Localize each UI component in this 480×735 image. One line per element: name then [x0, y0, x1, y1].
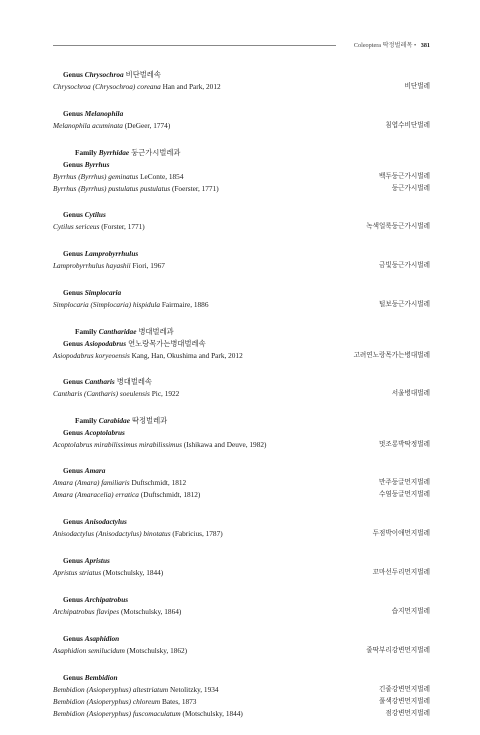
- species-name: Apristus striatus: [53, 568, 102, 577]
- species-name: Amara (Amara) familiaris: [53, 478, 130, 487]
- checklist-content: [53, 69, 430, 735]
- species-name: Byrrhus (Byrrhus) geminatus: [53, 172, 139, 181]
- genus-heading: [53, 209, 430, 221]
- species-korean-name: 만주둥글먼지벌레: [379, 479, 430, 486]
- taxon-name: Asaphidion: [84, 634, 120, 643]
- header-bullet: •: [414, 42, 417, 49]
- rank-label: Genus: [63, 556, 83, 565]
- species-entry: [53, 350, 430, 362]
- rank-label: Genus: [63, 70, 83, 79]
- genus-heading: [53, 338, 430, 350]
- family-heading: [53, 415, 430, 427]
- korean-name: 병대벌레속: [116, 377, 152, 386]
- species-author: (Motschulsky, 1864): [120, 607, 182, 616]
- genus-heading: [53, 672, 430, 684]
- genus-heading: [53, 633, 430, 645]
- species-korean-name: 긴줄강변먼지벌레: [379, 686, 430, 693]
- taxon-name: Archipatrobus: [84, 595, 129, 604]
- species-name: Bembidion (Asioperyphus) chloreum: [53, 697, 161, 706]
- species-name: Acoptolabrus mirabilissimus mirabilissimus: [53, 440, 182, 449]
- species-entry: [53, 171, 430, 183]
- species-name: Lamprobyrrhulus hayashii: [53, 261, 131, 270]
- species-author: (Motschulsky, 1862): [126, 646, 188, 655]
- header-text: [354, 40, 430, 49]
- species-author: LeConte, 1854: [140, 172, 184, 181]
- taxon-name: Chrysochroa: [84, 70, 124, 79]
- species-entry: [53, 684, 430, 696]
- species-entry: [53, 81, 430, 93]
- species-korean-name: 백두둥근가시벌레: [379, 173, 430, 180]
- taxon-name: Apristus: [84, 556, 110, 565]
- species-author: Fiori, 1967: [132, 261, 165, 270]
- species-entry: [53, 221, 430, 233]
- species-korean-name: 둥근가시벌레: [391, 185, 430, 192]
- species-name: Anisodactylus (Anisodactylus) binotatus: [53, 529, 171, 538]
- taxon-name: Melanophila: [84, 109, 124, 118]
- species-author: Duftschmidt, 1812: [131, 478, 187, 487]
- species-korean-name: 꼬마선두리먼지벌레: [372, 569, 430, 576]
- species-korean-name: 비단벌레: [404, 83, 430, 90]
- species-name: Melanophila acuminata: [53, 121, 123, 130]
- genus-heading: [53, 287, 430, 299]
- genus-heading: [53, 555, 430, 567]
- species-name: Cytilus sericeus: [53, 222, 100, 231]
- taxon-section: [53, 672, 430, 720]
- genus-heading: [53, 69, 430, 81]
- species-entry: [53, 567, 430, 579]
- genus-heading: [53, 248, 430, 260]
- genus-heading: [53, 159, 430, 171]
- taxon-name: Asiopodabrus: [84, 339, 127, 348]
- species-entry: [53, 299, 430, 311]
- species-author: (DeGeer, 1774): [124, 121, 171, 130]
- species-entry: [53, 489, 430, 501]
- rank-label: Genus: [63, 634, 83, 643]
- rank-label: Family: [75, 416, 97, 425]
- species-korean-name: 풀색강변먼지벌레: [379, 698, 430, 705]
- taxon-name: Acoptolabrus: [84, 428, 125, 437]
- species-entry: [53, 260, 430, 272]
- species-author: Han and Park, 2012: [162, 82, 221, 91]
- species-entry: [53, 120, 430, 132]
- species-korean-name: 줄딱부리강변먼지벌레: [366, 647, 430, 654]
- korean-name: 비단벌레속: [125, 70, 161, 79]
- korean-name: 병대벌레과: [138, 327, 174, 336]
- rank-label: Genus: [63, 288, 83, 297]
- species-author: (Motschulsky, 1844): [182, 709, 243, 718]
- species-entry: [53, 606, 430, 618]
- taxon-name: Lamprobyrrhulus: [84, 249, 139, 258]
- rank-label: Family: [75, 327, 97, 336]
- species-author: Pic, 1922: [151, 389, 180, 398]
- species-entry: [53, 708, 430, 720]
- taxon-section: [53, 465, 430, 501]
- korean-name: 연노랑목가는병대벌레속: [128, 339, 206, 348]
- taxon-section: [53, 516, 430, 540]
- taxon-section: [53, 633, 430, 657]
- rank-label: Genus: [63, 466, 83, 475]
- species-korean-name: 수염둥글먼지벌레: [379, 491, 430, 498]
- species-korean-name: 침엽수비단벌레: [385, 122, 430, 129]
- taxon-section: [53, 326, 430, 362]
- species-name: Asaphidion semilucidum: [53, 646, 125, 655]
- rank-label: Genus: [63, 160, 83, 169]
- species-name: Bembidion (Asioperyphus) fuscomaculatum: [53, 709, 181, 718]
- taxon-name: Cantharidae: [98, 327, 137, 336]
- species-name: Byrrhus (Byrrhus) pustulatus pustulatus: [53, 184, 171, 193]
- species-author: Bates, 1873: [161, 697, 197, 706]
- rank-label: Genus: [63, 673, 83, 682]
- species-author: (Fabricius, 1787): [172, 529, 223, 538]
- korean-name: 둥근가시벌레과: [131, 148, 181, 157]
- rank-label: Genus: [63, 517, 83, 526]
- species-author: (Ishikawa and Deuve, 1982): [183, 440, 267, 449]
- species-name: Archipatrobus flavipes: [53, 607, 120, 616]
- taxon-name: Cytilus: [84, 210, 106, 219]
- taxon-name: Anisodactylus: [84, 517, 127, 526]
- species-entry: [53, 696, 430, 708]
- taxon-section: [53, 147, 430, 195]
- species-entry: [53, 528, 430, 540]
- species-name: Cantharis (Cantharis) soeulensis: [53, 389, 150, 398]
- species-korean-name: 두점박이애먼지벌레: [372, 530, 430, 537]
- rank-label: Genus: [63, 109, 83, 118]
- species-korean-name: 습지먼지벌레: [391, 608, 430, 615]
- rank-label: Genus: [63, 377, 83, 386]
- species-entry: [53, 477, 430, 489]
- species-name: Asiopodabrus koryeoensis: [53, 351, 130, 360]
- species-korean-name: 멋조롱박딱정벌레: [379, 441, 430, 448]
- taxon-section: [53, 209, 430, 233]
- species-entry: [53, 388, 430, 400]
- species-author: Netolitzky, 1934: [169, 685, 219, 694]
- header-rule: [53, 45, 336, 46]
- genus-heading: [53, 465, 430, 477]
- taxon-name: Bembidion: [84, 673, 118, 682]
- genus-heading: [53, 516, 430, 528]
- species-author: (Foerster, 1771): [171, 184, 219, 193]
- species-entry: [53, 645, 430, 657]
- rank-label: Genus: [63, 210, 83, 219]
- species-author: Fairmaire, 1886: [161, 300, 209, 309]
- taxon-name: Simplocaria: [84, 288, 122, 297]
- genus-heading: [53, 108, 430, 120]
- genus-heading: [53, 594, 430, 606]
- species-name: Amara (Amaracelia) erratica: [53, 490, 139, 499]
- species-korean-name: 금빛둥근가시벌레: [379, 262, 430, 269]
- rank-label: Genus: [63, 249, 83, 258]
- species-korean-name: 점강변먼지벌레: [385, 710, 430, 717]
- rank-label: Genus: [63, 339, 83, 348]
- rank-label: Family: [75, 148, 97, 157]
- species-entry: [53, 183, 430, 195]
- taxon-section: [53, 69, 430, 93]
- taxon-name: Byrrhus: [84, 160, 110, 169]
- page-number: 381: [420, 42, 430, 49]
- species-author: (Forster, 1771): [101, 222, 145, 231]
- running-header: [53, 40, 430, 50]
- taxon-section: [53, 555, 430, 579]
- rank-label: Genus: [63, 428, 83, 437]
- species-name: Bembidion (Asioperyphus) altestriatum: [53, 685, 169, 694]
- running-title: Coleoptera 딱정벌레목: [353, 42, 413, 49]
- taxon-name: Byrrhidae: [98, 148, 130, 157]
- species-author: (Motschulsky, 1844): [102, 568, 164, 577]
- taxon-name: Carabidae: [98, 416, 130, 425]
- korean-name: 딱정벌레과: [131, 416, 168, 425]
- taxon-section: [53, 248, 430, 272]
- species-entry: [53, 439, 430, 451]
- taxon-name: Cantharis: [84, 377, 115, 386]
- family-heading: [53, 326, 430, 338]
- taxon-section: [53, 376, 430, 400]
- family-heading: [53, 147, 430, 159]
- species-korean-name: 고려연노랑목가는병대벌레: [353, 352, 430, 359]
- genus-heading: [53, 376, 430, 388]
- species-name: Simplocaria (Simplocaria) hispidula: [53, 300, 161, 309]
- genus-heading: [53, 427, 430, 439]
- species-korean-name: 털보둥근가시벌레: [379, 301, 430, 308]
- species-name: Chrysochroa (Chrysochroa) coreana: [53, 82, 161, 91]
- taxon-section: [53, 108, 430, 132]
- species-author: Kang, Han, Okushima and Park, 2012: [131, 351, 243, 360]
- species-korean-name: 서울병대벌레: [391, 390, 430, 397]
- species-author: (Duftschmidt, 1812): [140, 490, 201, 499]
- taxon-section: [53, 594, 430, 618]
- taxon-section: [53, 287, 430, 311]
- taxon-name: Amara: [84, 466, 106, 475]
- species-korean-name: 녹색얼룩둥근가시벌레: [366, 223, 430, 230]
- rank-label: Genus: [63, 595, 83, 604]
- taxon-section: [53, 415, 430, 451]
